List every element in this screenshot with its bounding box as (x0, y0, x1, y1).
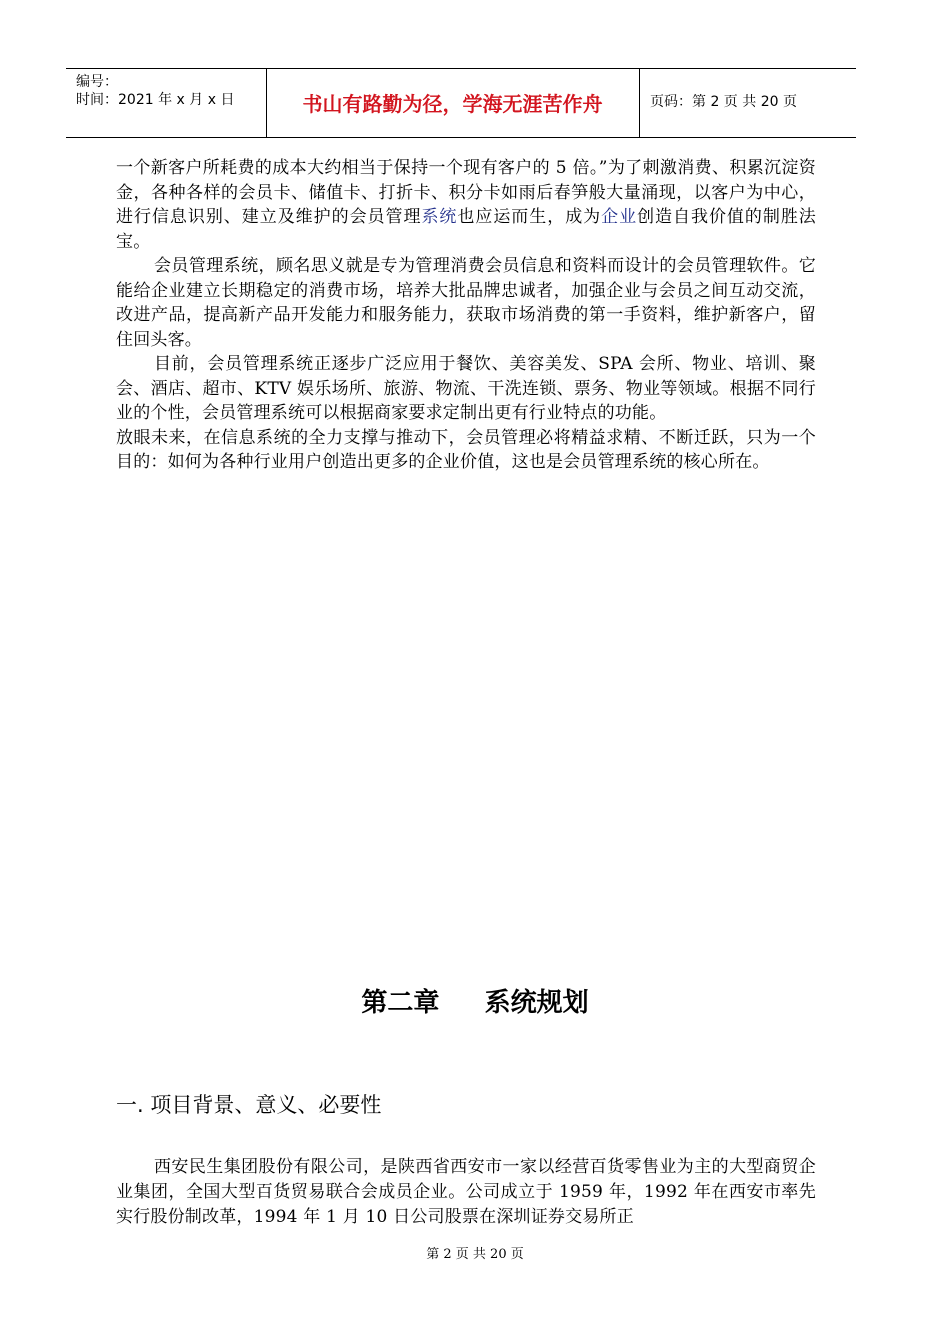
system-link[interactable]: 系统 (421, 207, 458, 227)
paragraph-1-text-c: 创造自我价值的制胜法宝。 (116, 207, 816, 252)
enterprise-link[interactable]: 企业 (601, 207, 638, 227)
page-footer: 第 2 页 共 20 页 (426, 1247, 524, 1262)
header-meta-cell (66, 69, 267, 137)
page-header (66, 68, 856, 138)
header-page-cell (640, 69, 856, 137)
header-motto: 书山有路勤为径，学海无涯苦作舟 (302, 92, 603, 116)
body-paragraphs (116, 156, 816, 475)
doc-time-label: 时间：2021 年 x 月 x 日 (76, 92, 235, 108)
paragraph-1-text-a: 一个新客户所耗费的成本大约相当于保持一个现有客户的 5 倍。”为了刺激消费、积累沉淀资金，各种各样的会员卡、储值卡、打折卡、积分卡如雨后春笋般大量涌现，以客户为中心，进行信息识别、建立及维护的会员管理 (116, 158, 816, 227)
section-title: 一. 项目背景、意义、必要性 (116, 1093, 382, 1117)
paragraph-2: 会员管理系统，顾名思义就是专为管理消费会员信息和资料而设计的会员管理软件。它能给企业建立长期稳定的消费市场，培养大批品牌忠诚者，加强企业与会员之间互动交流，改进产品，提高新产品开发能力和服务能力，获取市场消费的第一手资料，维护新客户，留住回头客。 (116, 256, 816, 350)
paragraph-3: 目前，会员管理系统正逐步广泛应用于餐饮、美容美发、SPA 会所、物业、培训、聚会、酒店、超市、KTV 娱乐场所、旅游、物流、干洗连锁、票务、物业等领域。根据不同行业的个性，会员管理系统可以根据商家要求定制出更有行业特点的功能。 (116, 354, 816, 423)
paragraph-4: 放眼未来，在信息系统的全力支撑与推动下，会员管理必将精益求精、不断迁跃，只为一个目的：如何为各种行业用户创造出更多的企业价值，这也是会员管理系统的核心所在。 (116, 427, 816, 472)
section-paragraph: 西安民生集团股份有限公司，是陕西省西安市一家以经营百货零售业为主的大型商贸企业集团，全国大型百货贸易联合会成员企业。公司成立于 1959 年，1992 年在西安市率先实行股份制改革，1994 年 1 月 10 日公司股票在深圳证券交易所正 (116, 1157, 816, 1227)
header-motto-cell (266, 69, 640, 137)
paragraph-1 (116, 156, 816, 254)
paragraph-1-text-b: 也应运而生，成为 (457, 207, 602, 227)
chapter-title: 第二章 系统规划 (361, 988, 589, 1018)
doc-number-label: 编号： (76, 74, 118, 90)
header-page-info: 页码：第 2 页 共 20 页 (650, 94, 797, 110)
section-body (116, 1155, 816, 1230)
